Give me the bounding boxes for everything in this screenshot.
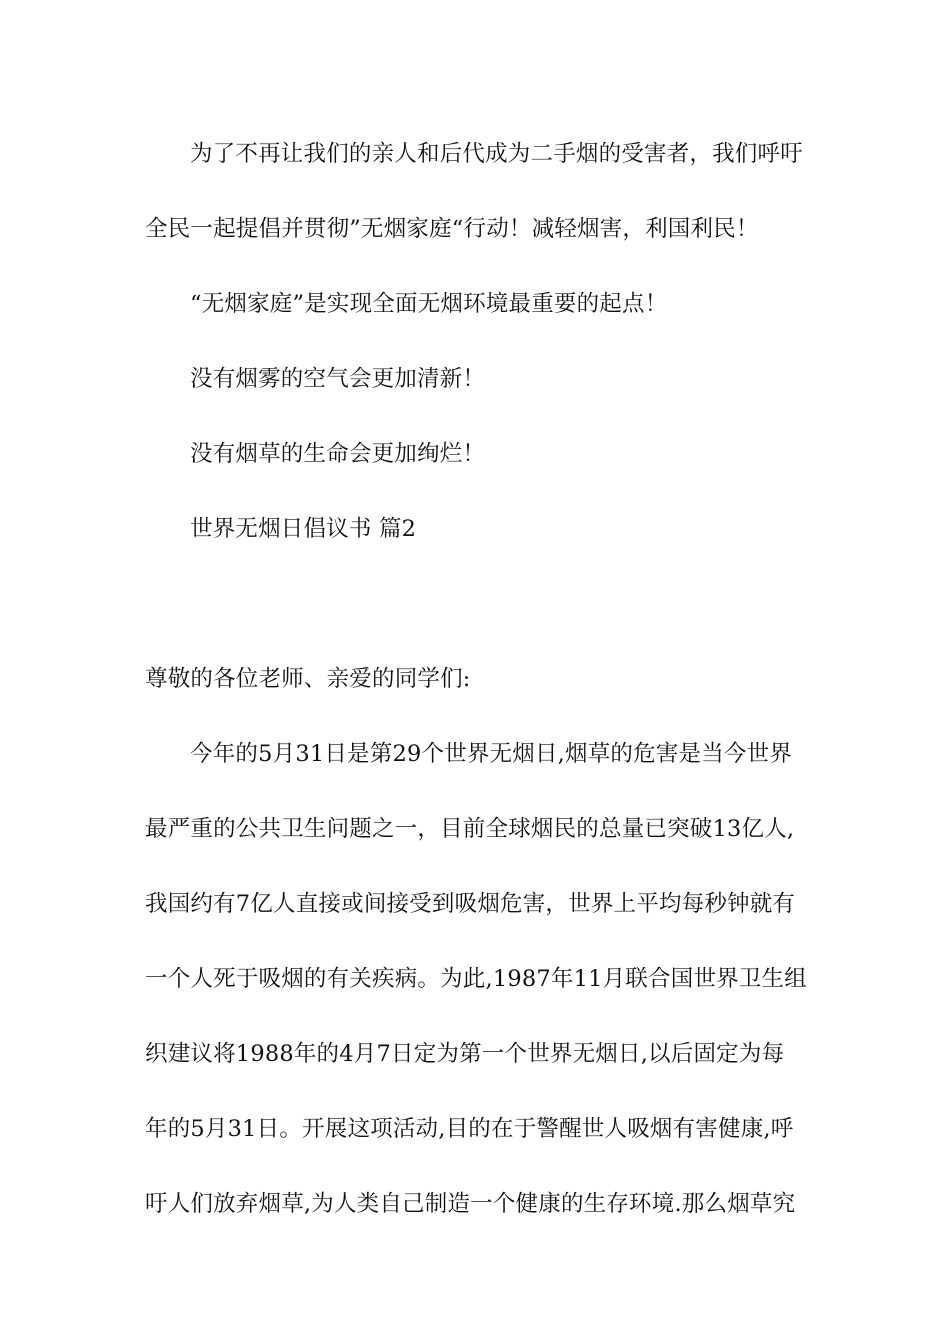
paragraph-line: 我国约有7亿人直接或间接受到吸烟危害，世界上平均每秒钟就有 xyxy=(145,891,796,917)
paragraph-line: 今年的5月31日是第29个世界无烟日,烟草的危害是当今世界 xyxy=(190,741,793,767)
paragraph-line: 为了不再让我们的亲人和后代成为二手烟的受害者，我们呼吁 xyxy=(190,141,803,167)
salutation: 尊敬的各位老师、亲爱的同学们: xyxy=(145,666,471,692)
paragraph-line: 年的5月31日。开展这项活动,目的在于警醒世人吸烟有害健康,呼 xyxy=(145,1116,794,1142)
paragraph-line: “无烟家庭”是实现全面无烟环境最重要的起点！ xyxy=(190,291,668,317)
paragraph-line: 没有烟草的生命会更加绚烂！ xyxy=(190,441,486,467)
paragraph-line: 织建议将1988年的4月7日定为第一个世界无烟日,以后固定为每 xyxy=(145,1041,785,1067)
paragraph-line: 全民一起提倡并贯彻”无烟家庭“行动！减轻烟害，利国利民！ xyxy=(145,216,759,242)
paragraph-line: 吁人们放弃烟草,为人类自己制造一个健康的生存环境.那么烟草究 xyxy=(145,1191,796,1217)
section-heading: 世界无烟日倡议书 篇2 xyxy=(190,516,417,542)
paragraph-line: 没有烟雾的空气会更加清新！ xyxy=(190,366,486,392)
paragraph-line: 最严重的公共卫生问题之一，目前全球烟民的总量已突破13亿人, xyxy=(145,816,795,842)
paragraph-line: 一个人死于吸烟的有关疾病。为此,1987年11月联合国世界卫生组 xyxy=(145,966,807,992)
